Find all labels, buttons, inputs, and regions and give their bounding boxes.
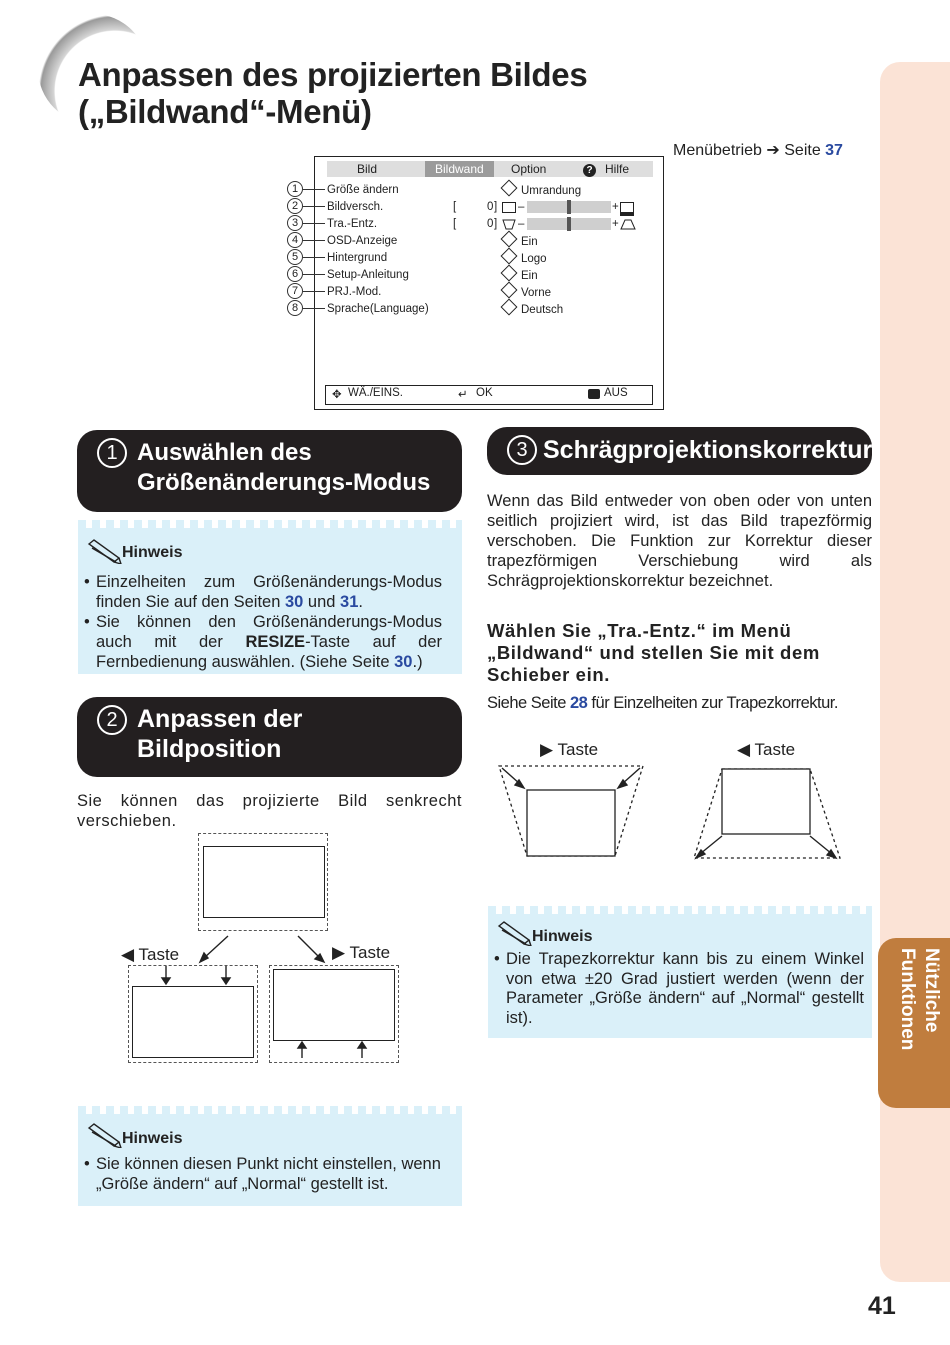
- enter-icon: ↵: [458, 389, 468, 401]
- osd-footer: [325, 385, 653, 405]
- osd-plus: +: [612, 218, 619, 230]
- resize-key: RESIZE: [245, 633, 306, 651]
- keystone-right-key-label: ◀ Taste: [737, 740, 796, 759]
- text: für Einzelheiten zur Trapezkorrektur.: [587, 694, 838, 712]
- osd-tab-hilfe[interactable]: Hilfe: [605, 162, 630, 176]
- note-edge: [78, 520, 462, 528]
- menu-ref-page[interactable]: 37: [825, 142, 843, 159]
- menu-ref-text: Menübetrieb ➔ Seite: [673, 142, 826, 159]
- osd-slider-knob-1[interactable]: [567, 200, 571, 214]
- page-number: 41: [868, 1292, 896, 1320]
- note-1: [78, 520, 462, 674]
- callout-3: 3: [287, 215, 303, 231]
- section-3-reference: [487, 694, 838, 713]
- osd-value-groesse: [503, 182, 581, 199]
- section-3-text: Wenn das Bild entweder von oben oder von unten seitlich projiziert wird, ist das Bild trapezförmig verschoben. Die Funktion zur Korrektur dieser trapezförmigen Verschiebung wird als Schrägprojektionskorrektur bezeichnet.: [487, 492, 872, 590]
- note-edge: [78, 1106, 462, 1114]
- osd-slider-value-2: 0: [487, 218, 494, 230]
- section-2-text: Sie können das projizierte Bild senkrecht verschieben.: [77, 792, 462, 830]
- arrow-right-icon: [501, 180, 518, 197]
- osd-footer-exit: AUS: [604, 387, 628, 399]
- pencil-icon: [86, 1122, 122, 1153]
- callout-4: 4: [287, 232, 303, 248]
- note-1-bullet-2: • Sie können den Größenänderungs-Modus auch mit der RESIZE-Taste auf der Fernbedienung auswählen. (Siehe Seite 30.): [84, 613, 442, 671]
- note-2-bullet: • Sie können diesen Punkt nicht einstellen, wenn „Größe ändern“ auf „Normal“ gestellt ist.: [84, 1155, 441, 1193]
- note-3-bullet: • Die Trapezkorrektur kann bis zu einem Winkel von etwa ±20 Grad justiert werden (wenn der Parameter „Größe ändern“ auf „Normal“ gestellt ist).: [494, 950, 864, 1027]
- arrow-right-icon: [501, 282, 518, 299]
- callout-line: [303, 257, 325, 258]
- callout-7: 7: [287, 283, 303, 299]
- osd-plus: +: [612, 201, 619, 213]
- section-2-title: [137, 704, 302, 764]
- callout-6: 6: [287, 266, 303, 282]
- text: Einzelheiten zum Größenänderungs-Modus finden Sie auf den Seiten: [96, 573, 442, 611]
- note-2-heading: Hinweis: [122, 1130, 183, 1147]
- section-1-title-line2: Größenänderungs-Modus: [137, 469, 431, 496]
- osd-value-text: Ein: [521, 236, 538, 248]
- arrow-right-icon: [501, 248, 518, 265]
- title-line-2: („Bildwand“-Menü): [78, 93, 372, 130]
- callout-line: [303, 274, 325, 275]
- osd-item-setup[interactable]: Setup-Anleitung: [327, 269, 409, 281]
- help-icon: ?: [583, 162, 596, 177]
- section-1-title-line1: Auswählen des: [137, 439, 312, 466]
- osd-item-groesse[interactable]: Größe ändern: [327, 184, 399, 196]
- shift-right-key-label: ▶ Taste: [332, 943, 391, 962]
- screen-shift-down-icon: [620, 202, 634, 216]
- text: -Taste auf der Fernbedienung auswählen. (Siehe Seite: [96, 633, 442, 671]
- callout-line: [303, 223, 325, 224]
- callout-line: [303, 206, 325, 207]
- keystone-up-icon: [620, 219, 636, 230]
- section-1-header: [77, 430, 462, 512]
- keystone-diagram: [494, 760, 854, 865]
- section-1-number: 1: [97, 438, 127, 468]
- osd-footer-select: WÄ./EINS.: [348, 387, 403, 399]
- page-link[interactable]: 31: [340, 593, 359, 611]
- osd-tabbar: [327, 161, 653, 177]
- callout-8: 8: [287, 300, 303, 316]
- text: Sie können den Größenänderungs-Modus auch mit der: [96, 613, 442, 651]
- section-1-title: [137, 438, 430, 498]
- menu-reference: [673, 140, 843, 160]
- osd-value-text: Vorne: [521, 287, 552, 299]
- callout-line: [303, 189, 325, 190]
- osd-item-hintergrund[interactable]: Hintergrund: [327, 252, 388, 264]
- note-3-heading: Hinweis: [532, 928, 593, 945]
- section-2-title-line1: Anpassen der: [137, 705, 303, 733]
- screen-shift-icon: [502, 202, 516, 213]
- callout-1: 1: [287, 181, 303, 197]
- osd-footer-ok: OK: [476, 387, 493, 399]
- arrow-right-icon: [501, 231, 518, 248]
- osd-bracket: [: [453, 201, 457, 213]
- arrow-right-icon: [501, 299, 518, 316]
- section-2-header: [77, 697, 462, 777]
- side-tab-label: Nützliche Funktionen: [897, 948, 942, 1051]
- osd-bracket: [: [453, 218, 457, 230]
- osd-bracket: ]: [494, 201, 498, 213]
- section-2-title-line2: Bildposition: [137, 735, 282, 763]
- shift-original-image: [203, 846, 325, 918]
- callout-line: [303, 308, 325, 309]
- note-2: [78, 1106, 462, 1206]
- osd-item-traentz[interactable]: Tra.-Entz.: [327, 218, 378, 230]
- osd-value-prjmod: [503, 284, 551, 301]
- dpad-icon: ✥: [332, 389, 342, 401]
- osd-value-text: Ein: [521, 270, 538, 282]
- keystone-left-key-label: ▶ Taste: [540, 740, 599, 759]
- osd-value-text: Logo: [521, 253, 547, 265]
- section-3-number: 3: [507, 435, 537, 465]
- arrow-right-icon: [501, 265, 518, 282]
- note-edge: [488, 906, 872, 914]
- osd-value-sprache: [503, 301, 563, 318]
- osd-slider-value-1: 0: [487, 201, 494, 213]
- osd-value-text: Deutsch: [521, 304, 564, 316]
- callout-line: [303, 291, 325, 292]
- osd-item-bildversch[interactable]: Bildversch.: [327, 201, 384, 213]
- page-link[interactable]: 30: [284, 593, 304, 611]
- osd-item-prjmod[interactable]: PRJ.-Mod.: [327, 286, 382, 298]
- osd-minus: –: [518, 201, 525, 213]
- text: Die Trapezkorrektur kann bis zu einem Winkel von etwa ±20 Grad justiert werden (wenn der Parameter „Größe ändern“ auf „Normal“ gestellt ist).: [506, 950, 864, 1027]
- text: .: [358, 593, 363, 611]
- title-line-1: Anpassen des projizierten Bildes: [78, 56, 588, 93]
- callout-5: 5: [287, 249, 303, 265]
- note-1-bullet-1: • Einzelheiten zum Größenänderungs-Modus finden Sie auf den Seiten 30 und 31.: [84, 573, 442, 611]
- page-link[interactable]: 28: [569, 694, 588, 712]
- text: Siehe Seite: [487, 694, 570, 712]
- note-1-bullets: [84, 572, 442, 672]
- page-title: [78, 56, 587, 130]
- page-link[interactable]: 30: [394, 653, 413, 671]
- osd-tab-bild[interactable]: Bild: [357, 162, 378, 176]
- osd-minus: –: [518, 218, 525, 230]
- note-3: [488, 906, 872, 1038]
- pencil-icon: [496, 920, 532, 951]
- osd-tab-bildwand[interactable]: Bildwand: [425, 161, 494, 177]
- osd-bracket: ]: [494, 218, 498, 230]
- section-3-instruction: Wählen Sie „Tra.-Entz.“ im Menü „Bildwand“ und stellen Sie mit dem Schieber ein.: [487, 620, 820, 685]
- callout-2: 2: [287, 198, 303, 214]
- callout-line: [303, 240, 325, 241]
- note-1-heading: Hinweis: [122, 544, 183, 561]
- section-3-title: Schrägprojektionskorrektur: [543, 436, 873, 464]
- keystone-down-icon: [502, 219, 516, 230]
- menu-button-icon: [588, 389, 600, 399]
- osd-value-text: Umrandung: [521, 185, 582, 197]
- pencil-icon: [86, 538, 122, 569]
- text: Sie können diesen Punkt nicht einstellen, wenn „Größe ändern“ auf „Normal“ gestellt ist.: [96, 1155, 441, 1193]
- text: .): [412, 653, 423, 671]
- osd-item-osd[interactable]: OSD-Anzeige: [327, 235, 398, 247]
- section-2-number: 2: [97, 705, 127, 735]
- osd-item-sprache[interactable]: Sprache(Language): [327, 303, 429, 315]
- section-3-header: [487, 427, 872, 475]
- osd-menu: [314, 156, 664, 410]
- osd-slider-knob-2[interactable]: [567, 217, 571, 231]
- text: und: [303, 593, 341, 611]
- shift-left-key-label: ◀ Taste: [121, 945, 180, 964]
- osd-tab-option[interactable]: Option: [511, 162, 547, 176]
